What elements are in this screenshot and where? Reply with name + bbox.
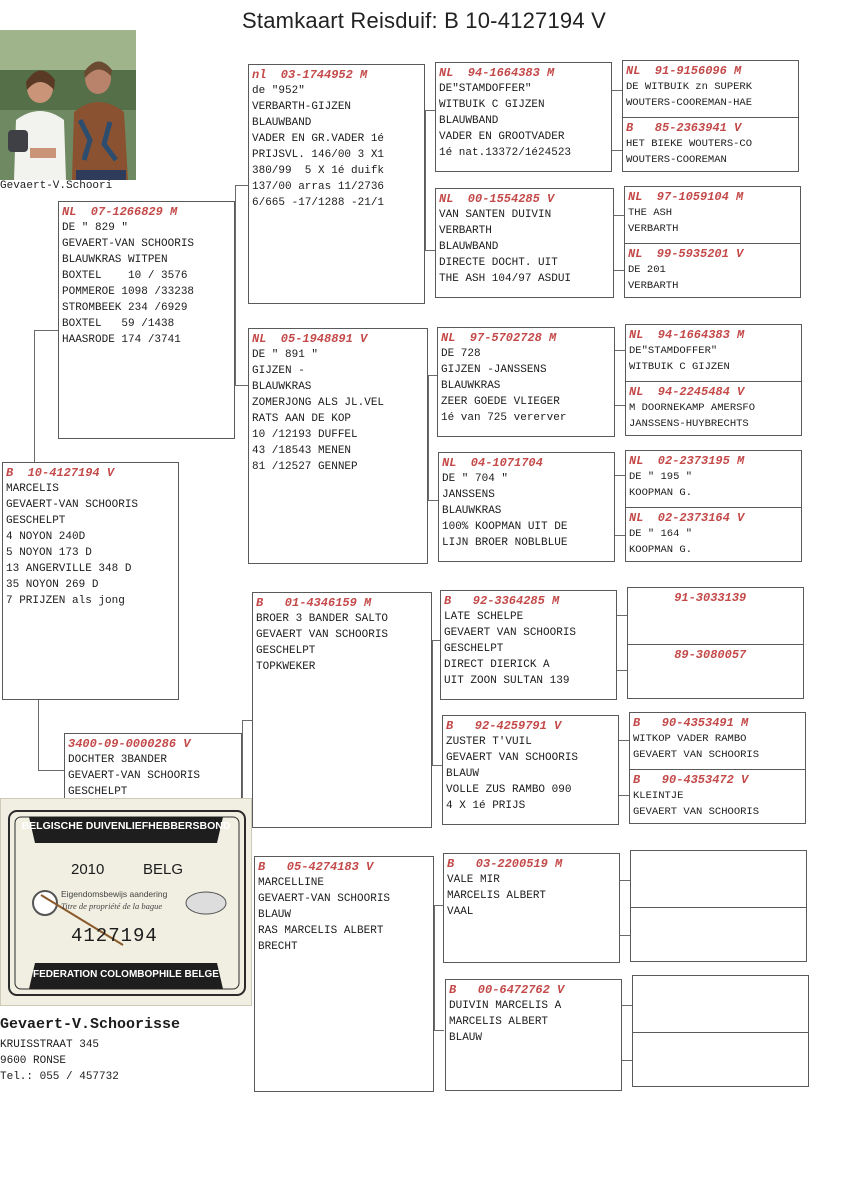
- ring-number: NL 94-1664383 M: [629, 328, 745, 342]
- pedigree-line: 81 /12527 GENNEP: [252, 461, 358, 473]
- pedigree-line: UIT ZOON SULTAN 139: [444, 675, 570, 687]
- pedigree-line: VERBARTH: [628, 223, 679, 235]
- connector: [428, 375, 429, 500]
- gen4-pair-1: [622, 60, 799, 172]
- card-year: 2010: [71, 861, 105, 878]
- pedigree-line: ZUSTER T'VUIL: [446, 736, 532, 748]
- pedigree-line: RAS MARCELIS ALBERT: [258, 925, 384, 937]
- pedigree-line: 10 /12193 DUFFEL: [252, 429, 358, 441]
- pedigree-line: 4 NOYON 240D: [6, 531, 86, 543]
- ring-number: B 92-3364285 M: [444, 594, 560, 608]
- card-country: BELG: [143, 861, 184, 878]
- ring-number: NL 05-1948891 V: [252, 332, 368, 346]
- pedigree-line: JANSSENS-HUYBRECHTS: [629, 418, 749, 430]
- card-doc-fr: Titre de propriété de la bague: [61, 901, 163, 911]
- pedigree-line: DE"STAMDOFFER": [439, 83, 532, 95]
- ring-number: B 01-4346159 M: [256, 596, 372, 610]
- pedigree-line: DE " 195 ": [629, 471, 693, 483]
- connector: [615, 475, 625, 476]
- connector: [614, 215, 624, 216]
- pedigree-line: 1é van 725 vererver: [441, 412, 567, 424]
- gen3-card-6: [442, 715, 619, 825]
- ring-number: B 90-4353472 V: [633, 773, 749, 787]
- ring-number: NL 99-5935201 V: [628, 247, 744, 261]
- pedigree-line: M DOORNEKAMP AMERSFO: [629, 402, 756, 414]
- pedigree-line: DE " 704 ": [442, 473, 509, 485]
- card-ring-number: 4127194: [71, 925, 158, 947]
- owners-photo: [0, 30, 136, 180]
- pedigree-line: BLAUWKRAS WITPEN: [62, 254, 168, 266]
- owner-name: Gevaert-V.Schoorisse: [0, 1016, 181, 1033]
- pedigree-line: STROMBEEK 234 /6929: [62, 302, 188, 314]
- pedigree-line: WITBUIK C GIJZEN: [629, 361, 730, 373]
- pedigree-line: ZOMERJONG ALS JL.VEL: [252, 397, 385, 409]
- pedigree-line: de "952": [252, 85, 305, 97]
- pedigree-line: BOXTEL 59 /1438: [62, 318, 175, 330]
- pedigree-line: GESCHELPT: [444, 643, 504, 655]
- pedigree-line: GEVAERT VAN SCHOORIS: [444, 627, 577, 639]
- pedigree-line: DIRECT DIERICK A: [444, 659, 550, 671]
- pedigree-line: KOOPMAN G.: [629, 544, 693, 556]
- ring-number: B 05-4274183 V: [258, 860, 374, 874]
- pedigree-line: JANSSENS: [442, 489, 495, 501]
- gen4-pair-3: [625, 324, 802, 436]
- pedigree-line: RATS AAN DE KOP: [252, 413, 352, 425]
- ring-number: NL 00-1554285 V: [439, 192, 555, 206]
- pedigree-line: KLEINTJE: [633, 790, 684, 802]
- granddam-paternal-card: [248, 328, 428, 564]
- pedigree-line: VALE MIR: [447, 874, 500, 886]
- owner-city: 9600 RONSE: [0, 1055, 67, 1067]
- ownership-card: [0, 798, 252, 1006]
- connector: [34, 330, 35, 462]
- pedigree-line: BRECHT: [258, 941, 298, 953]
- ring-number: NL 94-1664383 M: [439, 66, 555, 80]
- dam-card: [64, 733, 242, 801]
- pedigree-line: BLAUW: [449, 1032, 483, 1044]
- pedigree-line: POMMEROE 1098 /33238: [62, 286, 195, 298]
- connector: [622, 1005, 632, 1006]
- card-doc-nl: Eigendomsbewijs aandering: [61, 889, 168, 899]
- pedigree-line: LATE SCHELPE: [444, 611, 524, 623]
- connector: [235, 185, 248, 186]
- ring-number: B 00-6472762 V: [449, 983, 565, 997]
- pedigree-line: DE " 829 ": [62, 222, 129, 234]
- gen4-pair-4: [625, 450, 802, 562]
- ring-number: NL 91-9156096 M: [626, 64, 742, 78]
- gen3-card-2: [435, 188, 614, 298]
- pedigree-line: 13 ANGERVILLE 348 D: [6, 563, 132, 575]
- pedigree-line: MARCELIS ALBERT: [447, 890, 547, 902]
- pedigree-line: 7 PRIJZEN als jong: [6, 595, 125, 607]
- page-title: Stamkaart Reisduif: B 10-4127194 V: [242, 8, 606, 33]
- connector: [612, 150, 622, 151]
- pedigree-line: DIRECTE DOCHT. UIT: [439, 257, 558, 269]
- pedigree-line: VERBARTH-GIJZEN: [252, 101, 352, 113]
- pedigree-line: ZEER GOEDE VLIEGER: [441, 396, 560, 408]
- pedigree-line: THE ASH 104/97 ASDUI: [439, 273, 572, 285]
- connector: [432, 640, 433, 765]
- gen4-pair-8: [632, 975, 809, 1087]
- pedigree-line: VAAL: [447, 906, 474, 918]
- connector: [617, 670, 627, 671]
- connector: [614, 270, 624, 271]
- pedigree-line: 380/99 5 X 1é duifk: [252, 165, 385, 177]
- connector: [619, 795, 629, 796]
- connector: [235, 185, 236, 385]
- pedigree-line: KOOPMAN G.: [629, 487, 693, 499]
- pedigree-line: MARCELLINE: [258, 877, 325, 889]
- pedigree-line: 1é nat.13372/1é24523: [439, 147, 572, 159]
- pedigree-line: BLAUWBAND: [439, 241, 499, 253]
- sire-card: [58, 201, 235, 439]
- ring-number: 91-3033139: [631, 591, 747, 605]
- gen3-card-7: [443, 853, 620, 963]
- pedigree-line: DE " 164 ": [629, 528, 693, 540]
- gen3-card-8: [445, 979, 622, 1091]
- pedigree-line: DE " 891 ": [252, 349, 319, 361]
- photo-caption: Gevaert-V.Schoori: [0, 180, 113, 192]
- ring-number: B 92-4259791 V: [446, 719, 562, 733]
- pedigree-line: 35 NOYON 269 D: [6, 579, 99, 591]
- pedigree-line: HET BIEKE WOUTERS-CO: [626, 138, 753, 150]
- pedigree-line: WOUTERS-COOREMAN-HAE: [626, 97, 753, 109]
- connector: [235, 385, 248, 386]
- connector: [428, 500, 438, 501]
- pedigree-line: DOCHTER 3BANDER: [68, 754, 168, 766]
- ring-number: NL 94-2245484 V: [629, 385, 745, 399]
- ring-number: B 85-2363941 V: [626, 121, 742, 135]
- connector: [34, 330, 58, 331]
- card-bottom-banner: FEDERATION COLOMBOPHILE BELGE: [33, 969, 219, 980]
- pedigree-line: GEVAERT VAN SCHOORIS: [446, 752, 579, 764]
- ring-number: B 90-4353491 M: [633, 716, 749, 730]
- ring-number: NL 97-1059104 M: [628, 190, 744, 204]
- ring-number: B 03-2200519 M: [447, 857, 563, 871]
- pedigree-line: BLAUWKRAS: [441, 380, 501, 392]
- ring-number: NL 02-2373164 V: [629, 511, 745, 525]
- pedigree-line: LIJN BROER NOBLBLUE: [442, 537, 568, 549]
- pedigree-line: BOXTEL 10 / 3576: [62, 270, 188, 282]
- grandsire-paternal-card: [248, 64, 425, 304]
- pedigree-line: 5 NOYON 173 D: [6, 547, 92, 559]
- connector: [622, 1060, 632, 1061]
- gen4-pair-5: [627, 587, 804, 699]
- ring-number: B 10-4127194 V: [6, 466, 115, 480]
- connector: [425, 110, 426, 250]
- pedigree-line: GESCHELPT: [68, 786, 128, 798]
- connector: [38, 700, 39, 770]
- connector: [242, 720, 252, 721]
- pedigree-line: GEVAERT-VAN SCHOORIS: [68, 770, 201, 782]
- pedigree-line: BLAUWKRAS: [252, 381, 312, 393]
- pedigree-line: PRIJSVL. 146/00 3 X1: [252, 149, 385, 161]
- connector: [434, 905, 435, 1030]
- owner-phone: Tel.: 055 / 457732: [0, 1071, 119, 1083]
- pedigree-line: GEVAERT VAN SCHOORIS: [633, 806, 760, 818]
- pedigree-line: GEVAERT-VAN SCHOORIS: [62, 238, 195, 250]
- gen4-pair-6: [629, 712, 806, 824]
- connector: [425, 110, 435, 111]
- connector: [615, 535, 625, 536]
- pedigree-line: 100% KOOPMAN UIT DE: [442, 521, 568, 533]
- pedigree-line: 43 /18543 MENEN: [252, 445, 352, 457]
- pedigree-line: VERBARTH: [628, 280, 679, 292]
- pedigree-line: BLAUW: [258, 909, 292, 921]
- pedigree-line: GESCHELPT: [6, 515, 66, 527]
- pedigree-line: VERBARTH: [439, 225, 492, 237]
- pedigree-line: BLAUWBAND: [252, 117, 312, 129]
- ring-number: 89-3080057: [631, 648, 747, 662]
- pedigree-line: MARCELIS: [6, 483, 59, 495]
- pedigree-line: HAASRODE 174 /3741: [62, 334, 181, 346]
- pedigree-line: WITBUIK C GIJZEN: [439, 99, 545, 111]
- pedigree-line: MARCELIS ALBERT: [449, 1016, 549, 1028]
- pedigree-line: DE WITBUIK zn SUPERK: [626, 81, 753, 93]
- pedigree-line: GESCHELPT: [256, 645, 316, 657]
- owner-street: KRUISSTRAAT 345: [0, 1039, 100, 1051]
- connector: [617, 615, 627, 616]
- pigeon-card: [2, 462, 179, 700]
- gen4-pair-2: [624, 186, 801, 298]
- gen4-pair-7: [630, 850, 807, 962]
- gen3-card-1: [435, 62, 612, 172]
- connector: [612, 90, 622, 91]
- pedigree-line: VOLLE ZUS RAMBO 090: [446, 784, 572, 796]
- pedigree-line: GEVAERT VAN SCHOORIS: [633, 749, 760, 761]
- pedigree-line: GIJZEN -JANSSENS: [441, 364, 547, 376]
- granddam-maternal-card: [254, 856, 434, 1092]
- connector: [615, 405, 625, 406]
- ring-number: nl 03-1744952 M: [252, 68, 368, 82]
- connector: [620, 880, 630, 881]
- gen3-card-3: [437, 327, 615, 437]
- pedigree-line: VAN SANTEN DUIVIN: [439, 209, 552, 221]
- gen3-card-4: [438, 452, 615, 562]
- connector: [434, 1030, 444, 1031]
- pedigree-line: WOUTERS-COOREMAN: [626, 154, 727, 166]
- pedigree-line: GIJZEN -: [252, 365, 305, 377]
- grandsire-maternal-card: [252, 592, 432, 828]
- pedigree-line: BLAUWKRAS: [442, 505, 502, 517]
- connector: [615, 350, 625, 351]
- pedigree-line: WITKOP VADER RAMBO: [633, 733, 747, 745]
- connector: [38, 770, 64, 771]
- ring-number: NL 07-1266829 M: [62, 205, 178, 219]
- connector: [425, 250, 435, 251]
- pedigree-line: GEVAERT-VAN SCHOORIS: [258, 893, 391, 905]
- pedigree-line: BLAUWBAND: [439, 115, 499, 127]
- pedigree-line: DUIVIN MARCELIS A: [449, 1000, 562, 1012]
- pedigree-line: THE ASH: [628, 207, 673, 219]
- connector: [620, 935, 630, 936]
- ring-number: NL 02-2373195 M: [629, 454, 745, 468]
- pedigree-line: DE 728: [441, 348, 481, 360]
- pedigree-line: GEVAERT-VAN SCHOORIS: [6, 499, 139, 511]
- pedigree-line: BROER 3 BANDER SALTO: [256, 613, 389, 625]
- card-top-banner: BELGISCHE DUIVENLIEFHEBBERSBOND: [21, 820, 231, 832]
- ring-number: NL 04-1071704: [442, 456, 543, 470]
- pedigree-line: 6/665 -17/1288 -21/1: [252, 197, 385, 209]
- pedigree-line: 4 X 1é PRIJS: [446, 800, 526, 812]
- connector: [619, 740, 629, 741]
- gen3-card-5: [440, 590, 617, 700]
- ring-number: 3400-09-0000286 V: [68, 737, 191, 751]
- pedigree-line: DE 201: [628, 264, 666, 276]
- pedigree-line: TOPKWEKER: [256, 661, 316, 673]
- pedigree-line: BLAUW: [446, 768, 480, 780]
- connector: [432, 765, 442, 766]
- pedigree-line: 137/00 arras 11/2736: [252, 181, 385, 193]
- ring-number: NL 97-5702728 M: [441, 331, 557, 345]
- pedigree-line: DE"STAMDOFFER": [629, 345, 718, 357]
- pedigree-line: VADER EN GR.VADER 1é: [252, 133, 385, 145]
- pedigree-line: VADER EN GROOTVADER: [439, 131, 565, 143]
- pedigree-line: GEVAERT VAN SCHOORIS: [256, 629, 389, 641]
